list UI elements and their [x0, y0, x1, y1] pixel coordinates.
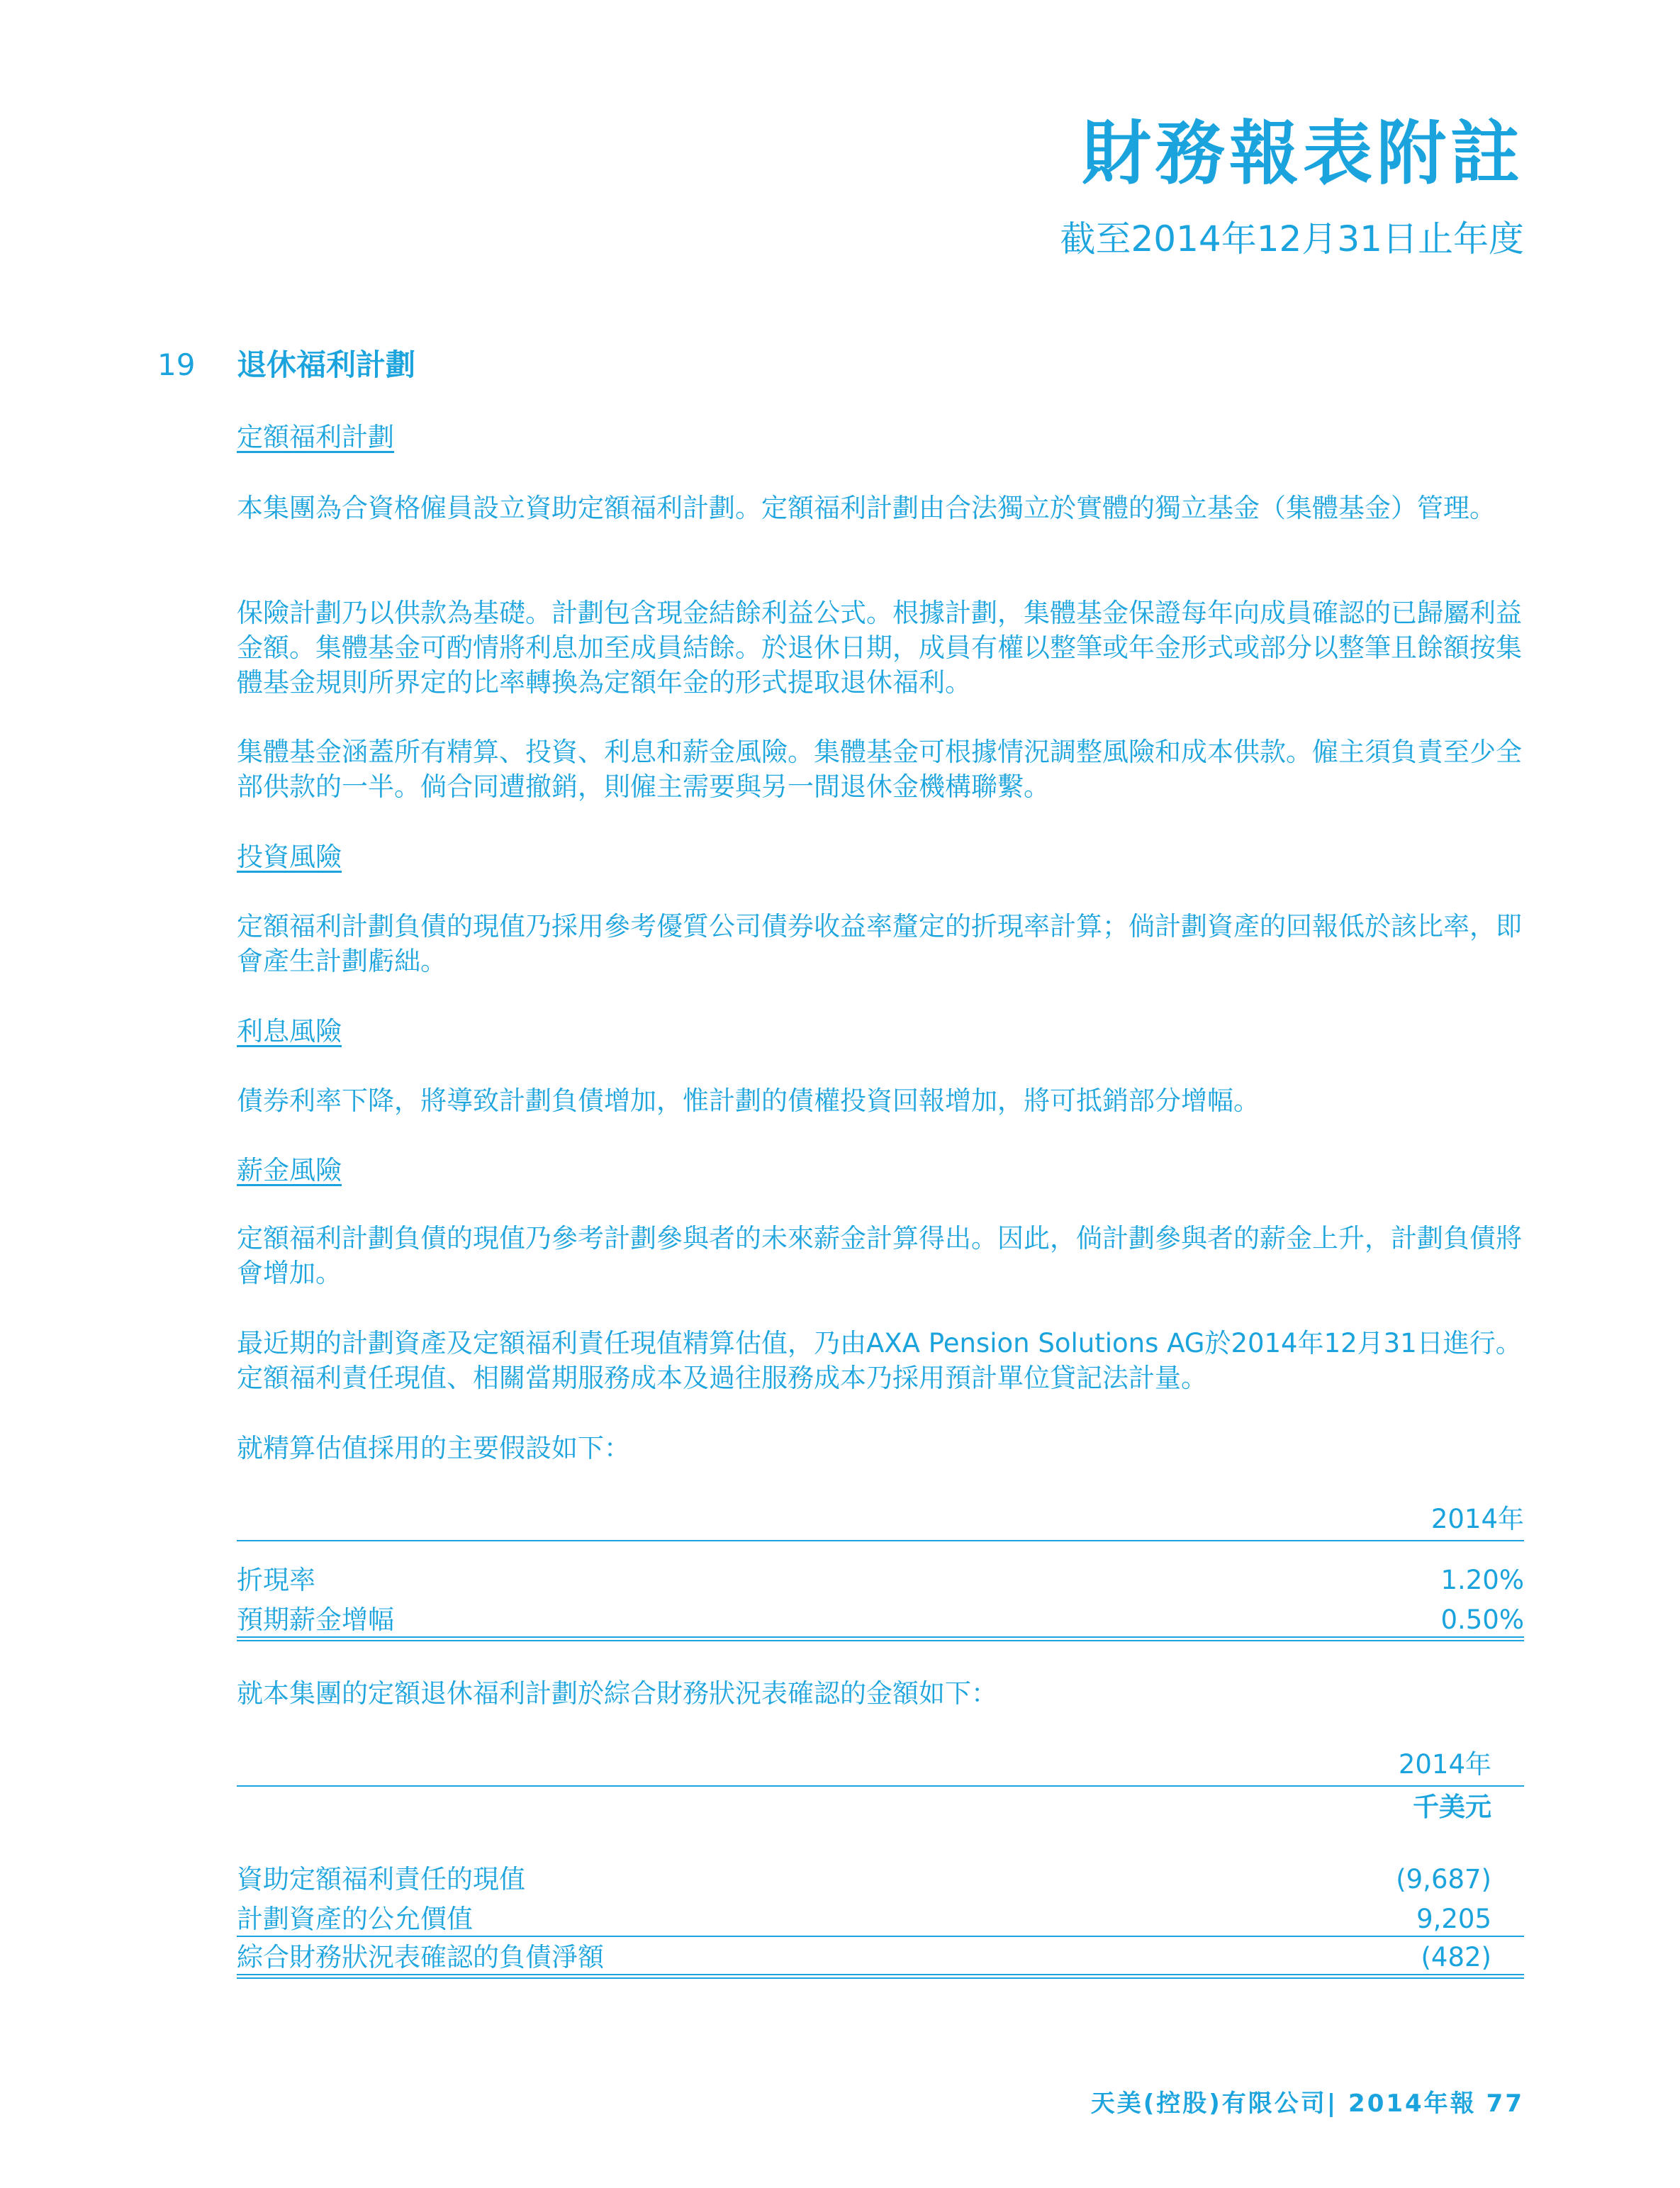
- paragraph-collective-fund: 集體基金涵蓋所有精算、投資、利息和薪金風險。集體基金可根據情況調整風險和成本供款。僱主須負責至少全部供款的一半。倘合同遭撤銷，則僱主需要與另一間退休金機構聯繫。: [237, 737, 1522, 802]
- assumption-label: 折現率: [237, 1565, 315, 1595]
- amount-label: 資助定額福利責任的現值: [237, 1864, 525, 1894]
- amount-value: (9,687): [1396, 1864, 1491, 1894]
- table-divider: [237, 1785, 1524, 1787]
- table-divider: [237, 1936, 1524, 1937]
- amounts-year-header: 2014年: [1398, 1749, 1491, 1780]
- page-number: 77: [1486, 2089, 1524, 2118]
- subheading-salary-risk: 薪金風險: [237, 1155, 342, 1185]
- paragraph-interest-risk: 債券利率下降，將導致計劃負債增加，惟計劃的債權投資回報增加，將可抵銷部分增幅。: [237, 1085, 1260, 1116]
- table-divider: [237, 1540, 1524, 1541]
- paragraph-salary-risk: 定額福利計劃負債的現值乃參考計劃參與者的未來薪金計算得出。因此，倘計劃參與者的薪金上升，計劃負債將會增加。: [237, 1223, 1522, 1288]
- subheading-defined-benefit: 定額福利計劃: [237, 422, 394, 452]
- assumption-label: 預期薪金增幅: [237, 1604, 394, 1635]
- page-subtitle: 截至2014年12月31日止年度: [1060, 218, 1524, 259]
- page-footer: [1090, 2089, 1524, 2118]
- paragraph-actuarial-valuation: 最近期的計劃資產及定額福利責任現值精算估值，乃由AXA Pension Solutions AG於2014年12月31日進行。定額福利責任現值、相關當期服務成本及過往服務成本乃採用預計單位貸記法計量。: [237, 1328, 1522, 1393]
- paragraph-scheme-intro: 本集團為合資格僱員設立資助定額福利計劃。定額福利計劃由合法獨立於實體的獨立基金（集體基金）管理。: [237, 493, 1496, 523]
- section-title: 退休福利計劃: [237, 347, 416, 382]
- paragraph-amounts-intro: 就本集團的定額退休福利計劃於綜合財務狀況表確認的金額如下：: [237, 1678, 997, 1709]
- total-label: 綜合財務狀況表確認的負債淨額: [237, 1942, 604, 1972]
- assumptions-year-header: 2014年: [1430, 1504, 1524, 1534]
- amount-label: 計劃資產的公允價值: [237, 1904, 473, 1934]
- footer-company: 天美(控股)有限公司| 2014年報: [1090, 2089, 1477, 2118]
- table-double-rule: [237, 1636, 1524, 1641]
- paragraph-assumptions-intro: 就精算估值採用的主要假設如下：: [237, 1433, 630, 1463]
- amount-value: 9,205: [1416, 1904, 1491, 1934]
- page-title: 財務報表附註: [1081, 113, 1524, 194]
- total-value: (482): [1421, 1942, 1491, 1972]
- assumption-value: 0.50%: [1440, 1604, 1524, 1635]
- section-number: 19: [157, 347, 196, 382]
- amounts-unit-header: 千美元: [1413, 1792, 1491, 1822]
- paragraph-insurance-scheme: 保險計劃乃以供款為基礎。計劃包含現金結餘利益公式。根據計劃，集體基金保證每年向成員確認的已歸屬利益金額。集體基金可酌情將利息加至成員結餘。於退休日期，成員有權以整筆或年金形式或部分以整筆且餘額按集體基金規則所界定的比率轉換為定額年金的形式提取退休福利。: [237, 598, 1522, 698]
- assumption-value: 1.20%: [1440, 1565, 1524, 1595]
- subheading-investment-risk: 投資風險: [237, 842, 342, 872]
- subheading-interest-risk: 利息風險: [237, 1016, 342, 1046]
- table-double-rule: [237, 1974, 1524, 1979]
- paragraph-investment-risk: 定額福利計劃負債的現值乃採用參考優質公司債券收益率釐定的折現率計算；倘計劃資產的回報低於該比率，即會產生計劃虧絀。: [237, 911, 1522, 976]
